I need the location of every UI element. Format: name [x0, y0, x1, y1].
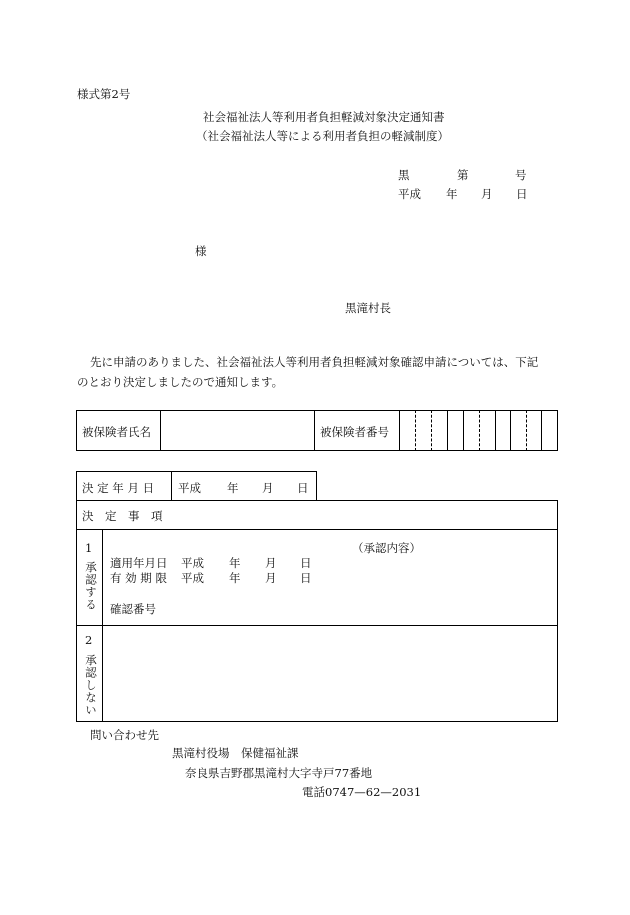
- body-text-line2: のとおり決定しましたので通知します。: [77, 375, 284, 389]
- confirmation-number-label: 確認番号: [110, 602, 156, 616]
- approve-number: 1: [85, 541, 93, 555]
- approve-label: 承認する: [84, 561, 98, 611]
- digit-divider: [526, 410, 527, 451]
- digit-divider: [415, 410, 416, 451]
- divider: [314, 410, 315, 451]
- digit-divider: [495, 410, 496, 451]
- issuer-name: 黒滝村長: [345, 301, 391, 315]
- issue-date-day: 日: [516, 187, 528, 201]
- contact-office: 黒滝村役場 保健福祉課: [172, 746, 299, 760]
- valid-until-year: 年: [229, 571, 241, 585]
- ref-dai: 第: [457, 168, 469, 182]
- decision-date-day: 日: [297, 481, 309, 495]
- decision-date-era: 平成: [178, 481, 201, 495]
- divider: [399, 410, 400, 451]
- digit-divider: [479, 410, 480, 451]
- valid-until-era: 平成: [181, 571, 204, 585]
- valid-until-day: 日: [300, 571, 312, 585]
- approval-content-label: （承認内容）: [352, 541, 421, 555]
- body-text-line1: 先に申請のありました、社会福祉法人等利用者負担軽減対象確認申請については、下記: [90, 355, 539, 369]
- issue-date-era: 平成: [398, 187, 421, 201]
- insured-name-label: 被保険者氏名: [82, 425, 151, 439]
- divider: [171, 471, 172, 501]
- apply-date-month: 月: [265, 556, 277, 570]
- contact-phone: 電話0747—62—2031: [302, 785, 422, 799]
- divider: [160, 410, 161, 451]
- ref-prefix: 黒: [398, 168, 410, 182]
- addressee-suffix: 様: [195, 244, 207, 258]
- digit-divider: [541, 410, 542, 451]
- digit-divider: [447, 410, 448, 451]
- insured-number-label: 被保険者番号: [320, 425, 389, 439]
- deny-number: 2: [85, 633, 93, 647]
- form-number: 様式第2号: [77, 87, 131, 101]
- issue-date-month: 月: [481, 187, 493, 201]
- document-subtitle: （社会福祉法人等による利用者負担の軽減制度）: [196, 129, 449, 143]
- apply-date-year: 年: [229, 556, 241, 570]
- decision-date-year: 年: [227, 481, 239, 495]
- valid-until-label: 有 効 期 限: [110, 571, 167, 585]
- decision-date-label: 決 定 年 月 日: [82, 481, 155, 495]
- decision-items-label: 決 定 事 項: [82, 509, 163, 523]
- contact-heading: 問い合わせ先: [90, 728, 159, 742]
- digit-divider: [431, 410, 432, 451]
- document-title: 社会福祉法人等利用者負担軽減対象決定通知書: [203, 110, 445, 124]
- deny-label: 承認しない: [84, 654, 98, 717]
- row-divider: [76, 625, 558, 626]
- apply-date-label: 適用年月日: [110, 556, 168, 570]
- digit-divider: [463, 410, 464, 451]
- contact-address: 奈良県吉野郡黒滝村大字寺戸77番地: [185, 766, 373, 780]
- digit-divider: [510, 410, 511, 451]
- row-divider: [76, 529, 558, 530]
- ref-go: 号: [515, 168, 527, 182]
- valid-until-month: 月: [265, 571, 277, 585]
- apply-date-day: 日: [300, 556, 312, 570]
- issue-date-year: 年: [446, 187, 458, 201]
- decision-date-month: 月: [262, 481, 274, 495]
- apply-date-era: 平成: [181, 556, 204, 570]
